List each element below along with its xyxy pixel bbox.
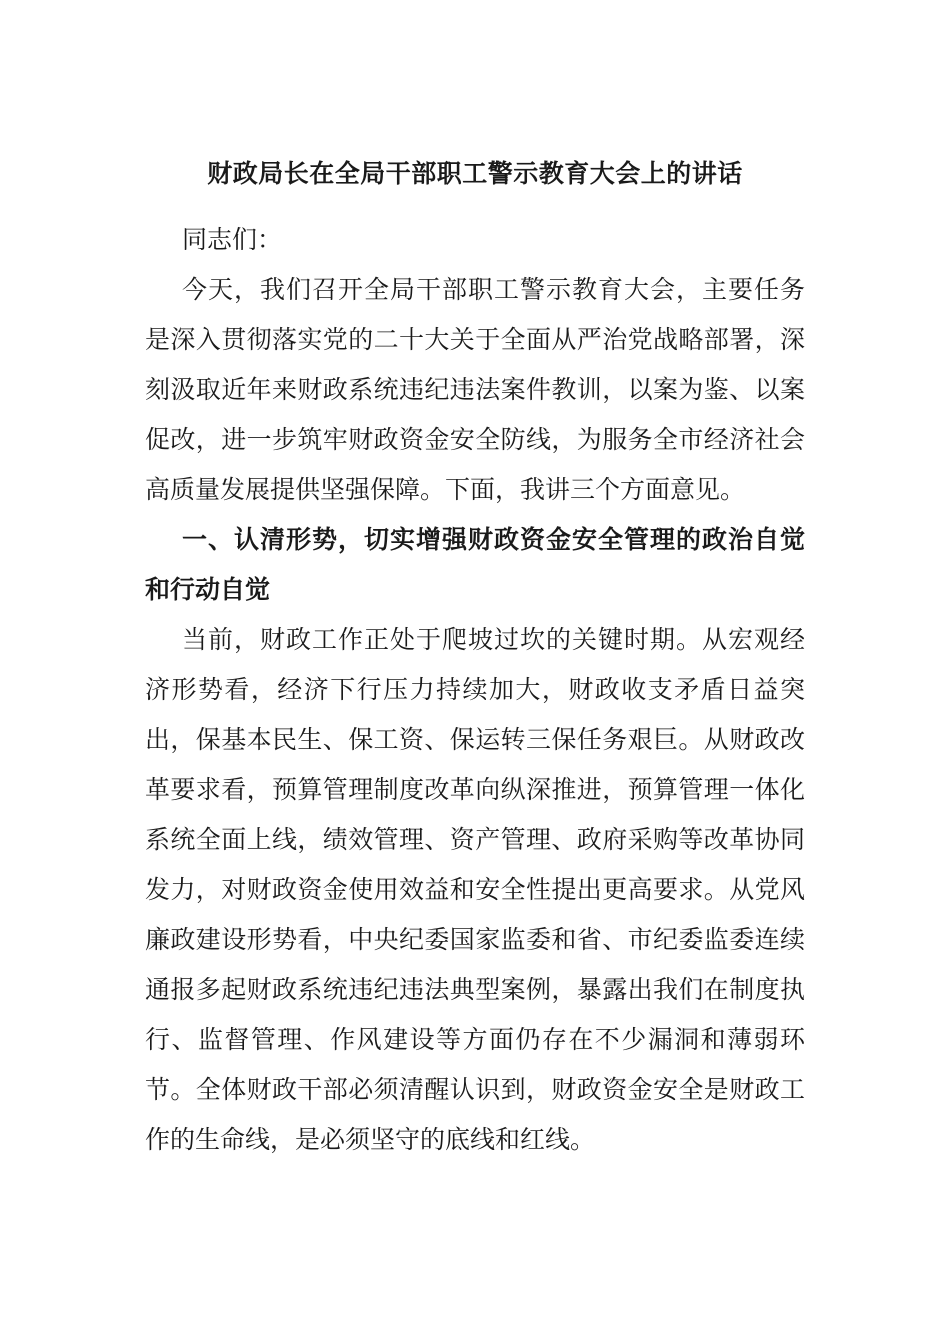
document-title: 财政局长在全局干部职工警示教育大会上的讲话 — [207, 159, 743, 188]
salutation: 同志们： — [182, 225, 283, 254]
intro-paragraph: 今天，我们召开全局干部职工警示教育大会，主要任务是深入贯彻落实党的二十大关于全面从严治党战略部署，深刻汲取近年来财政系统违纪违法案件教训，以案为鉴、以案促改，进一步筑牢财政资金安全防线，为服务全市经济社会高质量发展提供坚强保障。下面，我讲三个方面意见。 — [145, 275, 805, 504]
section-1-paragraph: 当前，财政工作正处于爬坡过坎的关键时期。从宏观经济形势看，经济下行压力持续加大，财政收支矛盾日益突出，保基本民生、保工资、保运转三保任务艰巨。从财政改革要求看，预算管理制度改革向纵深推进，预算管理一体化系统全面上线，绩效管理、资产管理、政府采购等改革协同发力，对财政资金使用效益和安全性提出更高要求。从党风廉政建设形势看，中央纪委国家监委和省、市纪委监委连续通报多起财政系统违纪违法典型案例，暴露出我们在制度执行、监督管理、作风建设等方面仍存在不少漏洞和薄弱环节。全体财政干部必须清醒认识到，财政资金安全是财政工作的生命线，是必须坚守的底线和红线。 — [145, 625, 805, 1154]
document-body — [145, 215, 805, 1165]
section-heading-1: 一、认清形势，切实增强财政资金安全管理的政治自觉和行动自觉 — [145, 525, 805, 604]
